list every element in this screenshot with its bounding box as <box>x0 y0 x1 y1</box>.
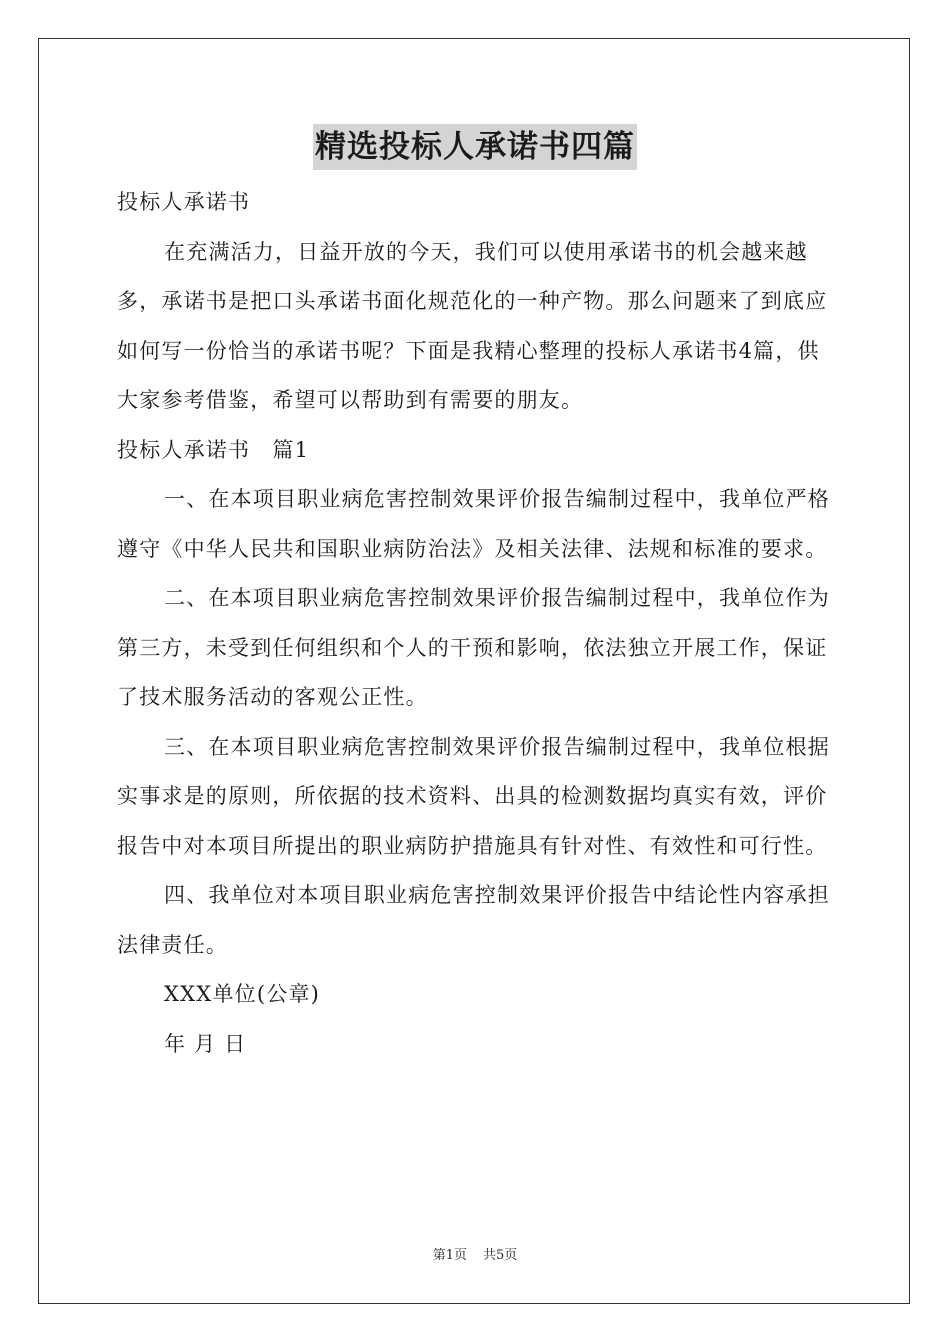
page-number-total: 共5页 <box>483 1248 518 1263</box>
document-body <box>117 178 833 1069</box>
intro-paragraph: 在充满活力，日益开放的今天，我们可以使用承诺书的机会越来越多，承诺书是把口头承诺书面化规范化的一种产物。那么问题来了到底应如何写一份恰当的承诺书呢？下面是我精心整理的投标人承诺书4篇，供大家参考借鉴，希望可以帮助到有需要的朋友。 <box>117 239 828 412</box>
commitment-item-2: 二、在本项目职业病危害控制效果评价报告编制过程中，我单位作为第三方，未受到任何组织和个人的干预和影响，依法独立开展工作，保证了技术服务活动的客观公正性。 <box>117 586 830 709</box>
signature-unit: XXX单位(公章) <box>164 982 321 1006</box>
commitment-item-1: 一、在本项目职业病危害控制效果评价报告编制过程中，我单位严格遵守《中华人民共和国职业病防治法》及相关法律、法规和标准的要求。 <box>117 487 830 561</box>
document-title: 精选投标人承诺书四篇 <box>313 124 637 170</box>
signature-date: 年 月 日 <box>164 1031 247 1056</box>
intro-heading: 投标人承诺书 <box>117 190 251 214</box>
page-number-current: 第1页 <box>432 1248 467 1263</box>
section-heading: 投标人承诺书 篇1 <box>117 437 310 462</box>
commitment-item-4: 四、我单位对本项目职业病危害控制效果评价报告中结论性内容承担法律责任。 <box>117 883 830 957</box>
title-container <box>0 124 950 170</box>
page-footer <box>0 1247 950 1265</box>
commitment-item-3: 三、在本项目职业病危害控制效果评价报告编制过程中，我单位根据实事求是的原则，所依据的技术资料、出具的检测数据均真实有效，评价报告中对本项目所提出的职业病防护措施具有针对性、有效性和可行性。 <box>117 734 830 858</box>
